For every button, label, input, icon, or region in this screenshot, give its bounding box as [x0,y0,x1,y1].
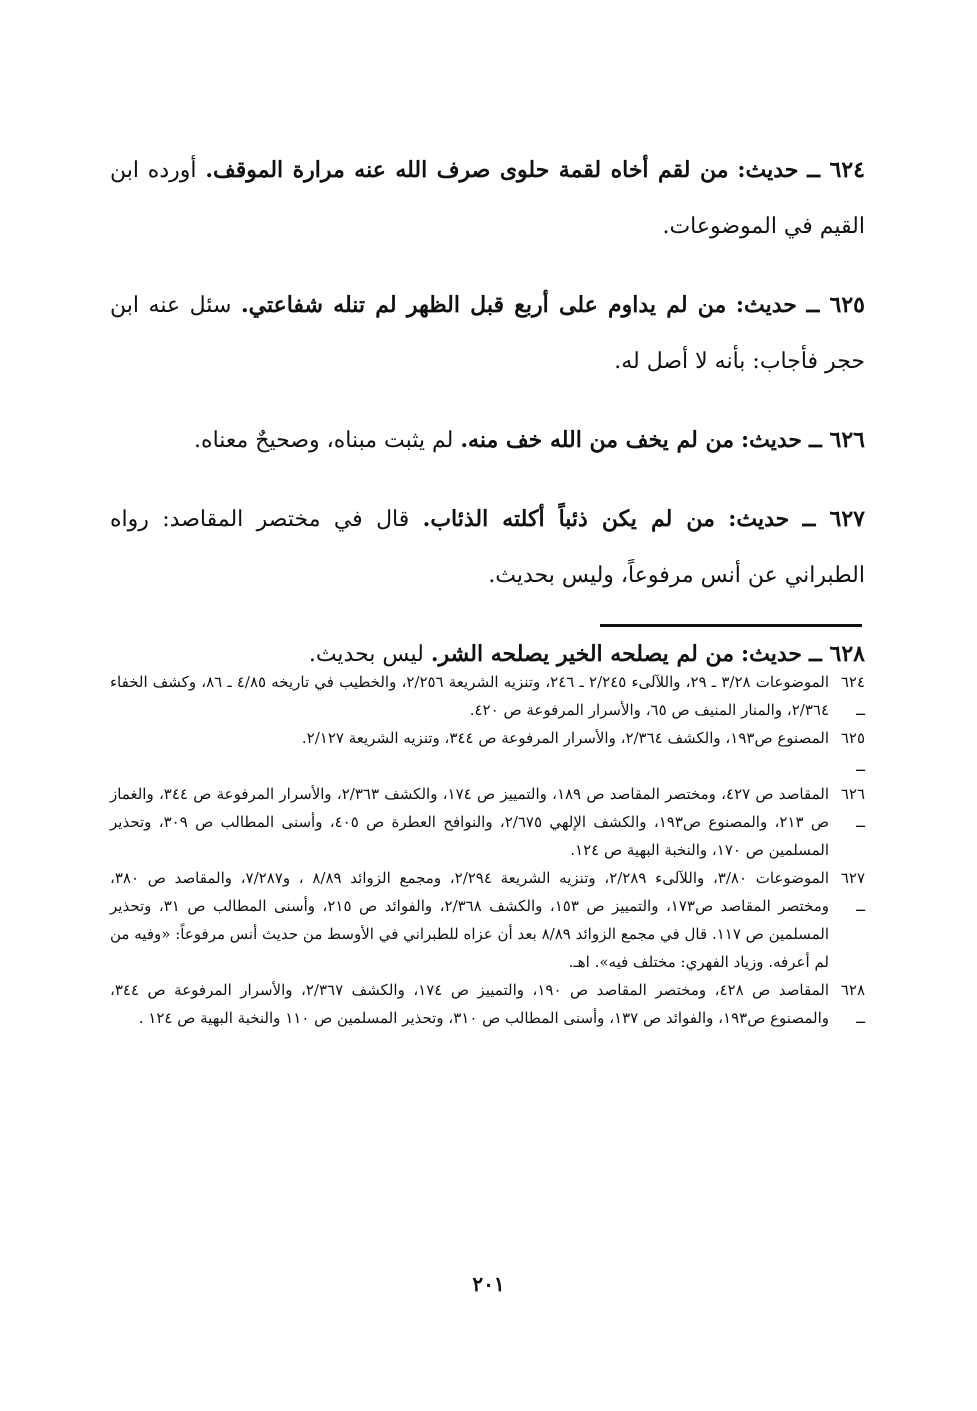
entry-label: حديث: [740,641,802,667]
main-text [110,120,865,693]
footnote [110,864,865,976]
footnote-text: المصنوع ص١٩٣، والكشف ٢/٣٦٤، والأسرار المرفوعة ص ٣٤٤، وتنزيه الشريعة ٢/١٢٧. [301,729,829,747]
footnote-number: ٦٢٦ ــ [840,785,865,831]
entry-note: قال في مختصر المقاصد: رواه الطبراني عن أنس مرفوعاً، وليس بحديث. [110,507,865,588]
entry [110,412,865,469]
entry-note: سئل عنه ابن حجر فأجاب: بأنه لا أصل له. [110,293,865,374]
footnotes [110,668,865,1032]
hadith-text: من لم يداوم على أربع قبل الظهر لم تنله شفاعتي. [240,292,727,318]
hadith-text: من لقم أخاه لقمة حلوى صرف الله عنه مرارة الموقف. [205,157,729,183]
footnote-number: ٦٢٧ ــ [840,869,865,915]
footnote-text: الموضوعات ٣/٨٠، واللآلىء ٢/٢٨٩، وتنزيه الشريعة ٢/٢٩٤، ومجمع الزوائد ٨/٨٩ ، و٧/٢٨٧، والمقاصد ص ٣٨٠، ومختصر المقاصد ص١٧٣، والتمييز ص ١٥٣، والكشف ٢/٣٦٨، والفوائد ص ٢١٥، وأسنى المطالب ص ٣١، وتحذير المسلمين ص ١١٧. قال في مجمع الزوائد ٨/٨٩ بعد أن عزاه للطبراني في الأوسط من حديث أنس مرفوعاً: «وفيه من لم أعرفه. وزياد الفهري: مختلف فيه». اهـ. [110,869,830,971]
footnote-text: المقاصد ص ٤٢٨، ومختصر المقاصد ص ١٩٠، والتمييز ص ١٧٤، والكشف ٢/٣٦٧، والأسرار المرفوعة ص ٣٤٤، والمصنوع ص١٩٣، والفوائد ص ١٣٧، وأسنى المطالب ص ٣١٠، وتحذير المسلمين ص ١١٠ والنخبة البهية ص ١٢٤ . [110,981,829,1027]
entry-number: ٦٢٤ ــ [807,157,865,183]
entry-number: ٦٢٦ ــ [808,427,865,453]
entry [110,277,865,390]
footnote [110,668,865,724]
entry-note: أورده ابن القيم في الموضوعات. [110,158,865,239]
entry [110,491,865,604]
footnote-text: الموضوعات ٣/٢٨ ـ ٢٩، واللآلىء ٢/٢٤٥ ـ ٢٤٦، وتنزيه الشريعة ٢/٢٥٦، والخطيب في تاريخه ٤/٨٥ ـ ٨٦، وكشف الخفاء ٢/٣٦٤، والمنار المنيف ص ٦٥، والأسرار المرفوعة ص ٤٢٠. [110,673,829,719]
entry-note: لم يثبت مبناه، وصحيحٌ معناه. [194,428,454,453]
entry-label: حديث: [737,157,799,183]
footnote-divider [600,624,862,627]
entry-note: ليس بحديث. [308,642,424,667]
hadith-text: من لم يصلحه الخير يصلحه الشر. [430,641,734,667]
entry-number: ٦٢٧ ــ [802,506,865,532]
entry-label: حديث: [740,427,802,453]
entry-number: ٦٢٨ ــ [808,641,865,667]
entry-label: حديث: [735,292,797,318]
footnote [110,976,865,1032]
entry-number: ٦٢٥ ــ [806,292,865,318]
entry-label: حديث: [728,506,790,532]
footnote [110,780,865,864]
hadith-text: من لم يخف من الله خف منه. [460,427,734,453]
footnote-text: المقاصد ص ٤٢٧، ومختصر المقاصد ص ١٨٩، والتمييز ص ١٧٤، والكشف ٢/٣٦٣، والأسرار المرفوعة ص ٣٤٤، والغماز ص ٢١٣، والمصنوع ص١٩٣، والكشف الإلهي ٢/٦٧٥، والنوافح العطرة ص ٤٠٥، وأسنى المطالب ص ٣٠٩، وتحذير المسلمين ص ١٧٠، والنخبة البهية ص ١٢٤. [110,785,829,859]
entry [110,142,865,255]
footnote [110,724,865,780]
footnote-number: ٦٢٤ ــ [840,673,865,719]
page-number: ٢٠١ [472,1272,505,1296]
footnote-number: ٦٢٨ ــ [840,981,865,1027]
footnote-number: ٦٢٥ ــ [840,729,865,775]
hadith-text: من لم يكن ذئباً أكلته الذئاب. [422,506,715,532]
